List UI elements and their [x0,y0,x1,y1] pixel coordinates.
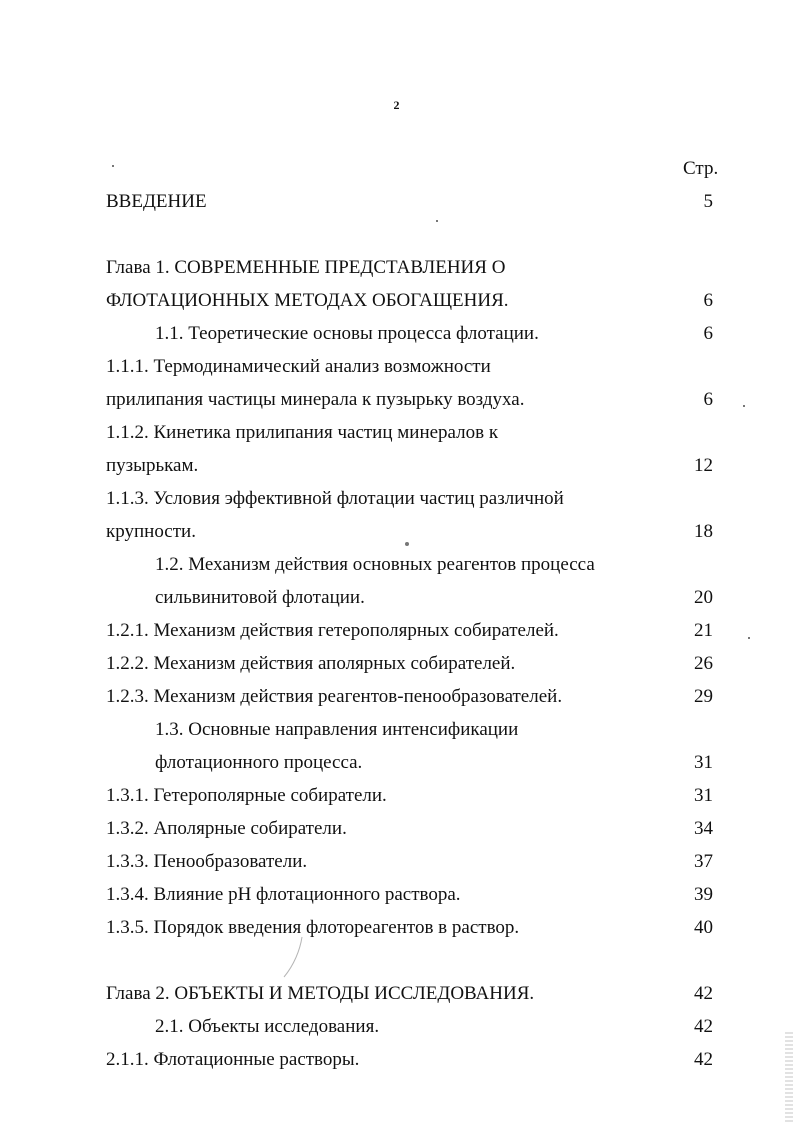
toc-entry-1-2-1 [0,617,793,645]
scan-speck [743,405,745,407]
toc-entry-1-2-line-2 [0,584,793,612]
toc-entry-1-3-1 [0,782,793,810]
toc-entry-title: 1.2. Механизм действия основных реагентов процесса [155,554,595,575]
toc-entry-title: сильвинитовой флотации. [155,587,365,608]
toc-entry-page: 6 [703,290,713,311]
toc-entry-1-3-line-2 [0,749,793,777]
toc-entry-title: 1.1.1. Термодинамический анализ возможности [106,356,491,377]
toc-entry-title: ФЛОТАЦИОННЫХ МЕТОДАХ ОБОГАЩЕНИЯ. [106,290,509,311]
scan-speck [112,165,114,167]
toc-entry-page: 12 [694,455,713,476]
toc-entry-page: 21 [694,620,713,641]
toc-entry-page: 18 [694,521,713,542]
toc-entry-title: 1.3. Основные направления интенсификации [155,719,519,740]
scan-speck [748,637,750,639]
toc-entry-page: 6 [703,389,713,410]
toc-entry-introduction [0,188,793,216]
toc-entry-1-3-2 [0,815,793,843]
page-column-header: Стр. [683,158,719,179]
scan-speck [436,220,438,222]
toc-entry-title: 1.1. Теоретические основы процесса флотации. [155,323,539,344]
toc-entry-title: 2.1.1. Флотационные растворы. [106,1049,360,1070]
toc-entry-title: 1.3.4. Влияние pH флотационного раствора. [106,884,461,905]
toc-entry-chapter-1-line-2 [0,287,793,315]
toc-entry-1-1-1-line-2 [0,386,793,414]
page-number: 2 [393,98,400,112]
toc-entry-title: 1.3.5. Порядок введения флотореагентов в раствор. [106,917,520,938]
toc-entry-page: 6 [703,323,713,344]
toc-entry-1-1 [0,320,793,348]
toc-entry-1-1-1-line-1 [0,353,793,381]
toc-entry-page: 31 [694,752,713,773]
toc-entry-title: ВВЕДЕНИЕ [106,191,207,212]
toc-entry-title: 1.3.1. Гетерополярные собиратели. [106,785,387,806]
toc-entry-1-3-line-1 [0,716,793,744]
toc-entry-2-1-1 [0,1046,793,1074]
toc-entry-title: 1.1.2. Кинетика прилипания частиц минералов к [106,422,499,443]
toc-entry-title: крупности. [106,521,196,542]
toc-entry-1-3-5 [0,914,793,942]
toc-entry-1-3-4 [0,881,793,909]
toc-entry-page: 42 [694,983,713,1004]
toc-entry-title: Глава 2. ОБЪЕКТЫ И МЕТОДЫ ИССЛЕДОВАНИЯ. [106,983,535,1004]
toc-entry-page: 31 [694,785,713,806]
toc-entry-page: 42 [694,1016,713,1037]
toc-entry-page: 39 [694,884,713,905]
toc-entry-1-2-line-1 [0,551,793,579]
scan-stray-line [280,935,310,980]
toc-entry-title: 1.2.3. Механизм действия реагентов-пенообразователей. [106,686,563,707]
toc-entry-2-1 [0,1013,793,1041]
toc-entry-chapter-1-line-1 [0,254,793,282]
toc-entry-title: 2.1. Объекты исследования. [155,1016,380,1037]
toc-entry-page: 34 [694,818,713,839]
toc-entry-1-1-3-line-2 [0,518,793,546]
toc-entry-page: 5 [703,191,713,212]
toc-entry-title: пузырькам. [106,455,199,476]
toc-entry-title: 1.3.2. Аполярные собиратели. [106,818,347,839]
toc-entry-title: прилипания частицы минерала к пузырьку воздуха. [106,389,525,410]
toc-entry-title: флотационного процесса. [155,752,363,773]
toc-entry-title: 1.3.3. Пенообразователи. [106,851,308,872]
scan-edge-noise [785,1030,793,1122]
toc-entry-title: 1.2.2. Механизм действия аполярных собирателей. [106,653,516,674]
toc-entry-1-2-3 [0,683,793,711]
scan-speck [405,542,409,546]
toc-entry-1-2-2 [0,650,793,678]
toc-entry-page: 26 [694,653,713,674]
toc-entry-page: 20 [694,587,713,608]
toc-entry-1-1-2-line-1 [0,419,793,447]
toc-entry-1-1-2-line-2 [0,452,793,480]
toc-entry-page: 37 [694,851,713,872]
toc-entry-1-1-3-line-1 [0,485,793,513]
toc-entry-title: 1.2.1. Механизм действия гетерополярных собирателей. [106,620,559,641]
toc-entry-chapter-2 [0,980,793,1008]
toc-entry-title: 1.1.3. Условия эффективной флотации частиц различной [106,488,564,509]
toc-entry-1-3-3 [0,848,793,876]
toc-entry-title: Глава 1. СОВРЕМЕННЫЕ ПРЕДСТАВЛЕНИЯ О [106,257,506,278]
toc-entry-page: 29 [694,686,713,707]
toc-entry-page: 42 [694,1049,713,1070]
toc-entry-page: 40 [694,917,713,938]
